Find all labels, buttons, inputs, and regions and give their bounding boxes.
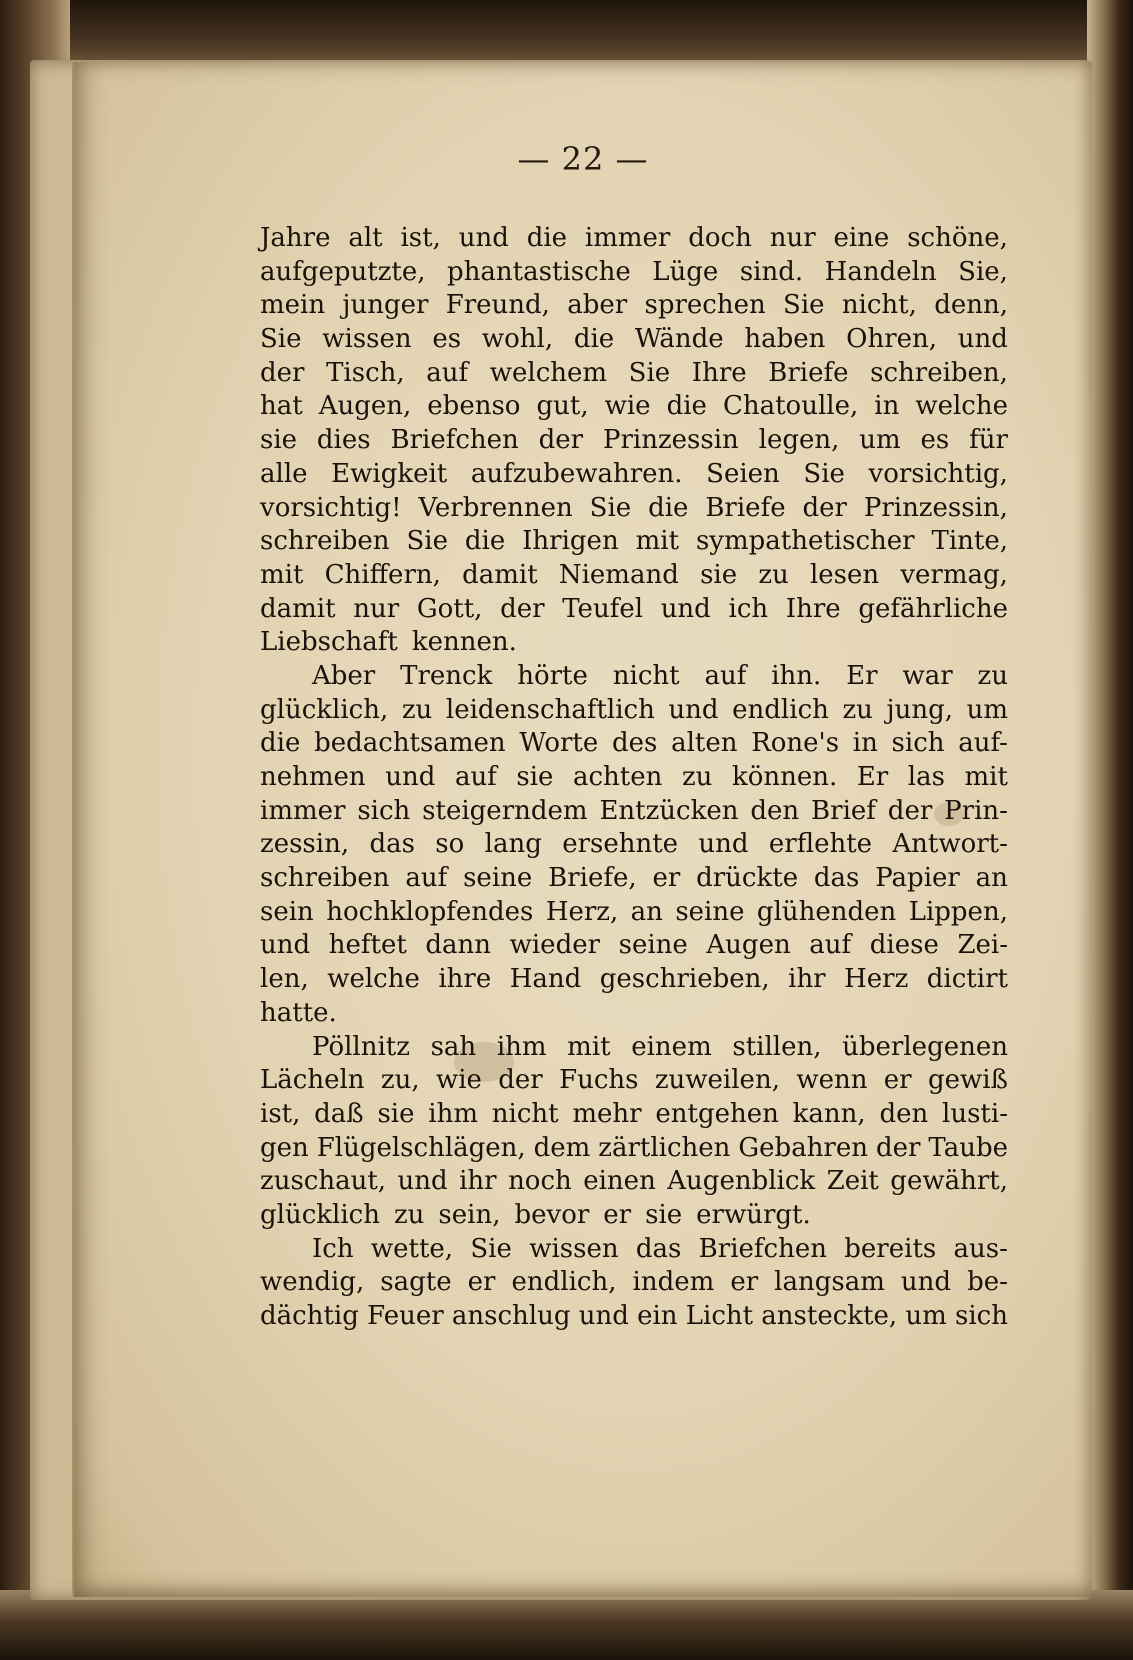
word: vorsichtig! <box>260 492 402 523</box>
word: Prinzessin <box>602 425 739 456</box>
word: junger <box>342 290 429 321</box>
word: sein, <box>438 1199 501 1230</box>
word: welchem <box>489 357 608 388</box>
word: doch <box>688 223 752 253</box>
word: den <box>879 1098 929 1129</box>
word: Feuer <box>367 1301 444 1331</box>
word: seine <box>618 930 688 961</box>
word: Fuchs <box>559 1065 639 1096</box>
word: mit <box>635 526 680 557</box>
word: endlich, <box>511 1267 617 1298</box>
word: zu <box>401 694 433 725</box>
word: endlich <box>732 694 829 725</box>
word: geschrieben, <box>599 964 770 995</box>
word: sich <box>891 728 945 759</box>
text-line <box>260 1098 1008 1132</box>
word: Seien <box>706 458 780 489</box>
word: und <box>260 930 311 961</box>
word: es <box>920 425 950 456</box>
word: aufzubewahren. <box>470 458 683 489</box>
word: Pöllnitz <box>312 1031 410 1062</box>
word: kann, <box>792 1098 866 1129</box>
word: Ihre <box>691 357 747 388</box>
word: alle <box>260 458 308 489</box>
text-line <box>260 1064 1008 1098</box>
word: Zei- <box>957 930 1008 961</box>
word: der <box>498 1065 543 1096</box>
word: Sie <box>589 492 632 523</box>
word: und <box>900 1267 952 1298</box>
word: noch <box>508 1166 572 1197</box>
word: sind. <box>739 256 804 287</box>
word: alt <box>348 223 383 253</box>
word: erflehte <box>768 829 873 860</box>
word: auf <box>454 762 497 792</box>
word: zu, <box>380 1065 420 1096</box>
word: schreiben, <box>870 357 1008 388</box>
word: er <box>603 1199 632 1230</box>
book-cover-right-edge <box>1087 0 1133 1660</box>
word: auf <box>704 660 747 691</box>
word: Trenck <box>400 660 493 691</box>
word: phantastische <box>447 256 631 287</box>
word: die <box>526 223 568 253</box>
word: Briefe <box>705 492 786 523</box>
word: mit <box>567 1031 611 1062</box>
word: und <box>698 829 749 860</box>
text-line <box>260 929 1008 963</box>
word: die <box>260 728 301 759</box>
word: kennen. <box>411 627 517 658</box>
book-page <box>72 62 1092 1597</box>
word: sie <box>377 1098 415 1129</box>
word: bereits <box>844 1233 937 1264</box>
word: eine <box>833 223 890 253</box>
word: Worte <box>519 728 599 759</box>
word: Briefchen <box>390 425 519 456</box>
word: mehr <box>572 1098 642 1129</box>
word: die <box>666 391 707 422</box>
word: nicht <box>491 1098 559 1129</box>
word: Ihrigen <box>522 526 619 557</box>
text-line <box>260 390 1008 424</box>
word: hat <box>260 391 303 422</box>
word: Antwort- <box>892 829 1008 860</box>
word: und <box>668 694 719 725</box>
word: nur <box>353 593 400 624</box>
word: er <box>467 1267 496 1298</box>
text-line <box>260 1233 1008 1267</box>
word: einen <box>583 1166 656 1197</box>
word: bevor <box>514 1199 590 1230</box>
word: wissen <box>322 324 412 355</box>
text-line <box>260 323 1008 357</box>
word: die <box>573 324 615 355</box>
word: lang <box>484 829 542 860</box>
text-line <box>260 1300 1008 1334</box>
word: schreiben <box>260 863 390 894</box>
word: und <box>660 593 711 624</box>
word: Flügelschlägen, <box>316 1132 526 1163</box>
word: zu <box>842 694 873 725</box>
word: die <box>464 526 506 557</box>
word: gut, <box>536 391 589 422</box>
word: zu <box>977 660 1008 691</box>
word: und <box>397 1166 448 1197</box>
word: an <box>630 896 663 927</box>
text-line <box>260 492 1008 526</box>
text-line <box>260 525 1008 559</box>
word: so <box>435 829 465 860</box>
text-line <box>260 660 1008 694</box>
word: Er <box>846 660 878 691</box>
text-line <box>260 222 1008 256</box>
word: Tinte, <box>931 526 1008 557</box>
word: Prin- <box>944 795 1008 826</box>
word: Lüge <box>652 256 719 287</box>
word: bedachtsamen <box>314 728 506 759</box>
word: heftet <box>328 930 407 961</box>
word: schöne, <box>907 223 1008 253</box>
text-line <box>260 458 1008 492</box>
word: ihn. <box>771 660 822 691</box>
word: sie <box>700 559 738 590</box>
text-line <box>260 559 1008 593</box>
word: Handeln <box>824 256 937 287</box>
text-line <box>260 424 1008 458</box>
word: steigerndem <box>422 795 588 826</box>
word: das <box>369 829 415 860</box>
word: war <box>902 660 953 691</box>
word: drückte <box>696 863 799 894</box>
word: ansteckte, <box>761 1301 898 1331</box>
word: zu <box>758 559 789 590</box>
word: hörte <box>517 660 588 691</box>
word: können. <box>731 762 838 792</box>
word: nur <box>769 223 816 253</box>
word: ihre <box>438 964 492 995</box>
word: zuweilen, <box>654 1065 780 1096</box>
text-line <box>260 1031 1008 1065</box>
word: ich <box>728 593 769 624</box>
word: Sie <box>783 290 825 321</box>
word: und <box>458 223 509 253</box>
word: immer <box>260 795 346 826</box>
word: zessin, <box>260 829 350 860</box>
text-line <box>260 1199 1008 1233</box>
word: denn, <box>934 290 1008 321</box>
word: nicht <box>612 660 680 691</box>
word: schreiben <box>260 526 390 557</box>
word: gewiß <box>927 1065 1008 1096</box>
book-cover-bottom-edge <box>0 1590 1133 1660</box>
word: der <box>500 593 545 624</box>
word: zärtlichen <box>598 1132 731 1163</box>
text-line <box>260 727 1008 761</box>
word: Er <box>856 762 889 792</box>
word: einem <box>631 1031 712 1062</box>
word: damit <box>260 593 336 624</box>
word: Chatoulle, <box>722 391 859 422</box>
word: Licht <box>685 1301 754 1331</box>
word: indem <box>632 1267 715 1298</box>
word: damit <box>462 559 538 590</box>
word: glücklich, <box>260 694 389 725</box>
word: dem <box>533 1132 591 1163</box>
text-line <box>260 1132 1008 1166</box>
word: und <box>957 324 1008 355</box>
word: Augenblick <box>667 1166 816 1197</box>
body-text <box>260 222 1008 1334</box>
word: der <box>875 1132 921 1163</box>
word: das <box>635 1233 682 1264</box>
word: seine <box>463 863 533 894</box>
word: Herz, <box>545 896 619 927</box>
word: Briefe <box>768 357 849 388</box>
word: zuschaut, <box>260 1166 387 1197</box>
word: wieder <box>509 930 601 961</box>
word: glücklich <box>260 1199 380 1230</box>
word: der <box>802 492 847 523</box>
word: diese <box>869 930 939 961</box>
word: sagte <box>380 1267 452 1298</box>
word: Chiffern, <box>324 559 441 590</box>
word: Teufel <box>562 593 644 624</box>
word: dann <box>425 930 492 961</box>
word: um <box>859 425 901 456</box>
word: auf <box>426 357 469 388</box>
word: das <box>813 863 860 894</box>
word: Tisch, <box>326 357 405 388</box>
word: in <box>874 391 900 422</box>
word: Papier <box>875 863 960 894</box>
word: Gebahren <box>738 1132 868 1163</box>
word: be- <box>967 1267 1008 1298</box>
word: Sie <box>260 324 302 355</box>
word: ihr <box>459 1166 497 1197</box>
text-line <box>260 694 1008 728</box>
word: wissen <box>529 1233 619 1264</box>
text-line <box>260 593 1008 627</box>
text-line <box>260 862 1008 896</box>
word: sich <box>357 795 411 826</box>
word: glühenden <box>756 896 897 927</box>
word: um <box>905 1301 947 1331</box>
word: gen <box>260 1132 309 1163</box>
word: daß <box>314 1098 364 1129</box>
word: Ich <box>312 1233 354 1264</box>
word: nehmen <box>260 762 366 792</box>
word: mit <box>260 559 304 590</box>
text-line <box>260 626 1008 660</box>
word: stillen, <box>732 1031 822 1062</box>
word: lesen <box>809 559 880 590</box>
text-line <box>260 289 1008 323</box>
word: erwürgt. <box>696 1199 811 1230</box>
word: immer <box>584 223 671 253</box>
word: len, <box>260 964 309 995</box>
word: Briefchen <box>698 1233 827 1264</box>
word: Herz <box>844 964 909 995</box>
word: Aber <box>312 660 376 691</box>
text-line <box>260 963 1008 997</box>
text-line <box>260 357 1008 391</box>
word: er <box>883 1065 912 1096</box>
word: ersehnte <box>562 829 679 860</box>
word: haben <box>744 324 826 355</box>
word: Ohren, <box>846 324 938 355</box>
word: für <box>969 425 1008 456</box>
word: Niemand <box>558 559 679 590</box>
word: und <box>578 1301 629 1331</box>
word: Jahre <box>260 223 331 253</box>
word: ein <box>637 1301 678 1331</box>
page-number: — 22 — <box>517 140 649 178</box>
text-line <box>260 1165 1008 1199</box>
word: seine <box>675 896 745 927</box>
word: der <box>260 357 305 388</box>
word: zu <box>681 762 713 792</box>
word: sie <box>645 1199 683 1230</box>
text-line <box>260 256 1008 290</box>
word: Hand <box>509 964 582 995</box>
word: aber <box>567 290 628 321</box>
word: dächtig <box>260 1301 359 1331</box>
word: wie <box>604 391 651 422</box>
word: Liebschaft <box>260 627 398 658</box>
book-cover-top-edge <box>0 0 1133 62</box>
word: Augen <box>706 930 791 961</box>
word: hochklopfendes <box>326 896 534 927</box>
word: jung, <box>886 694 953 725</box>
word: mit <box>964 762 1008 792</box>
text-line <box>260 997 1008 1031</box>
word: Lächeln <box>260 1065 365 1096</box>
word: er <box>652 863 681 894</box>
word: wie <box>435 1065 482 1096</box>
word: aus- <box>953 1233 1008 1264</box>
word: gefährliche <box>858 593 1008 624</box>
word: wendig, <box>260 1267 365 1298</box>
text-line <box>260 761 1008 795</box>
word: der <box>538 425 584 456</box>
word: die <box>648 492 689 523</box>
word: wenn <box>796 1065 868 1096</box>
word: welche <box>327 964 420 995</box>
text-line <box>260 828 1008 862</box>
word: Prinzessin, <box>863 492 1008 523</box>
word: auf <box>809 930 852 961</box>
word: Gott, <box>416 593 483 624</box>
word: anschlug <box>451 1301 571 1331</box>
word: welche <box>915 391 1008 422</box>
word: ihm <box>428 1098 478 1129</box>
word: Sie <box>406 526 448 557</box>
word: aufgeputzte, <box>260 256 426 287</box>
word: ist, <box>400 223 441 253</box>
word: sie <box>516 762 554 792</box>
word: Verbrennen <box>418 492 573 523</box>
word: legen, <box>758 425 840 456</box>
word: achten <box>572 762 663 792</box>
word: Taube <box>928 1132 1008 1163</box>
word: an <box>975 863 1008 894</box>
word: den <box>750 795 800 826</box>
word: auf- <box>958 728 1008 759</box>
word: Zeit <box>826 1166 879 1197</box>
word: Rone's <box>751 728 840 759</box>
word: Sie <box>803 458 845 489</box>
word: ebenso <box>427 391 521 422</box>
word: vermag, <box>900 559 1008 590</box>
word: sah <box>430 1031 477 1062</box>
word: dictirt <box>926 964 1008 995</box>
word: Wände <box>634 324 724 355</box>
word: langsam <box>774 1267 885 1298</box>
word: sprechen <box>644 290 766 321</box>
word: und <box>385 762 436 792</box>
word: der <box>887 795 933 826</box>
word: Freund, <box>445 290 550 321</box>
word: Brief <box>811 795 876 826</box>
word: entgehen <box>655 1098 779 1129</box>
word: Briefe, <box>548 863 637 894</box>
word: mein <box>260 290 326 321</box>
word: um <box>966 694 1008 725</box>
word: sich <box>954 1301 1008 1331</box>
word: sympathetischer <box>695 526 915 557</box>
word: leidenschaftlich <box>445 694 655 725</box>
word: nicht, <box>841 290 917 321</box>
word: zu <box>393 1199 425 1230</box>
word: des <box>611 728 658 759</box>
text-line <box>260 795 1008 829</box>
word: Sie <box>628 357 671 388</box>
word: Entzücken <box>599 795 739 826</box>
word: vorsichtig, <box>868 458 1008 489</box>
word: Lippen, <box>908 896 1008 927</box>
word: auf <box>405 863 448 894</box>
word: Sie, <box>958 256 1008 287</box>
word: Sie <box>470 1233 512 1264</box>
word: Augen, <box>318 391 412 422</box>
word: alten <box>671 728 738 759</box>
word: wette, <box>370 1233 454 1264</box>
word: er <box>730 1267 759 1298</box>
text-line <box>260 896 1008 930</box>
word: Ewigkeit <box>331 458 448 489</box>
word: gewährt, <box>890 1166 1008 1197</box>
word: sie <box>260 425 298 456</box>
word: sein <box>260 896 314 927</box>
word: wohl, <box>481 324 554 355</box>
word: ihm <box>496 1031 547 1062</box>
text-line <box>260 1266 1008 1300</box>
word: dies <box>316 425 371 456</box>
word: in <box>852 728 878 759</box>
word: ist, <box>260 1098 301 1129</box>
word: hatte. <box>260 997 337 1028</box>
word: überlegenen <box>842 1031 1008 1062</box>
word: Ihre <box>785 593 841 624</box>
word: las <box>907 762 945 792</box>
word: es <box>432 324 462 355</box>
word: ihr <box>788 964 826 995</box>
word: lusti- <box>942 1098 1008 1129</box>
